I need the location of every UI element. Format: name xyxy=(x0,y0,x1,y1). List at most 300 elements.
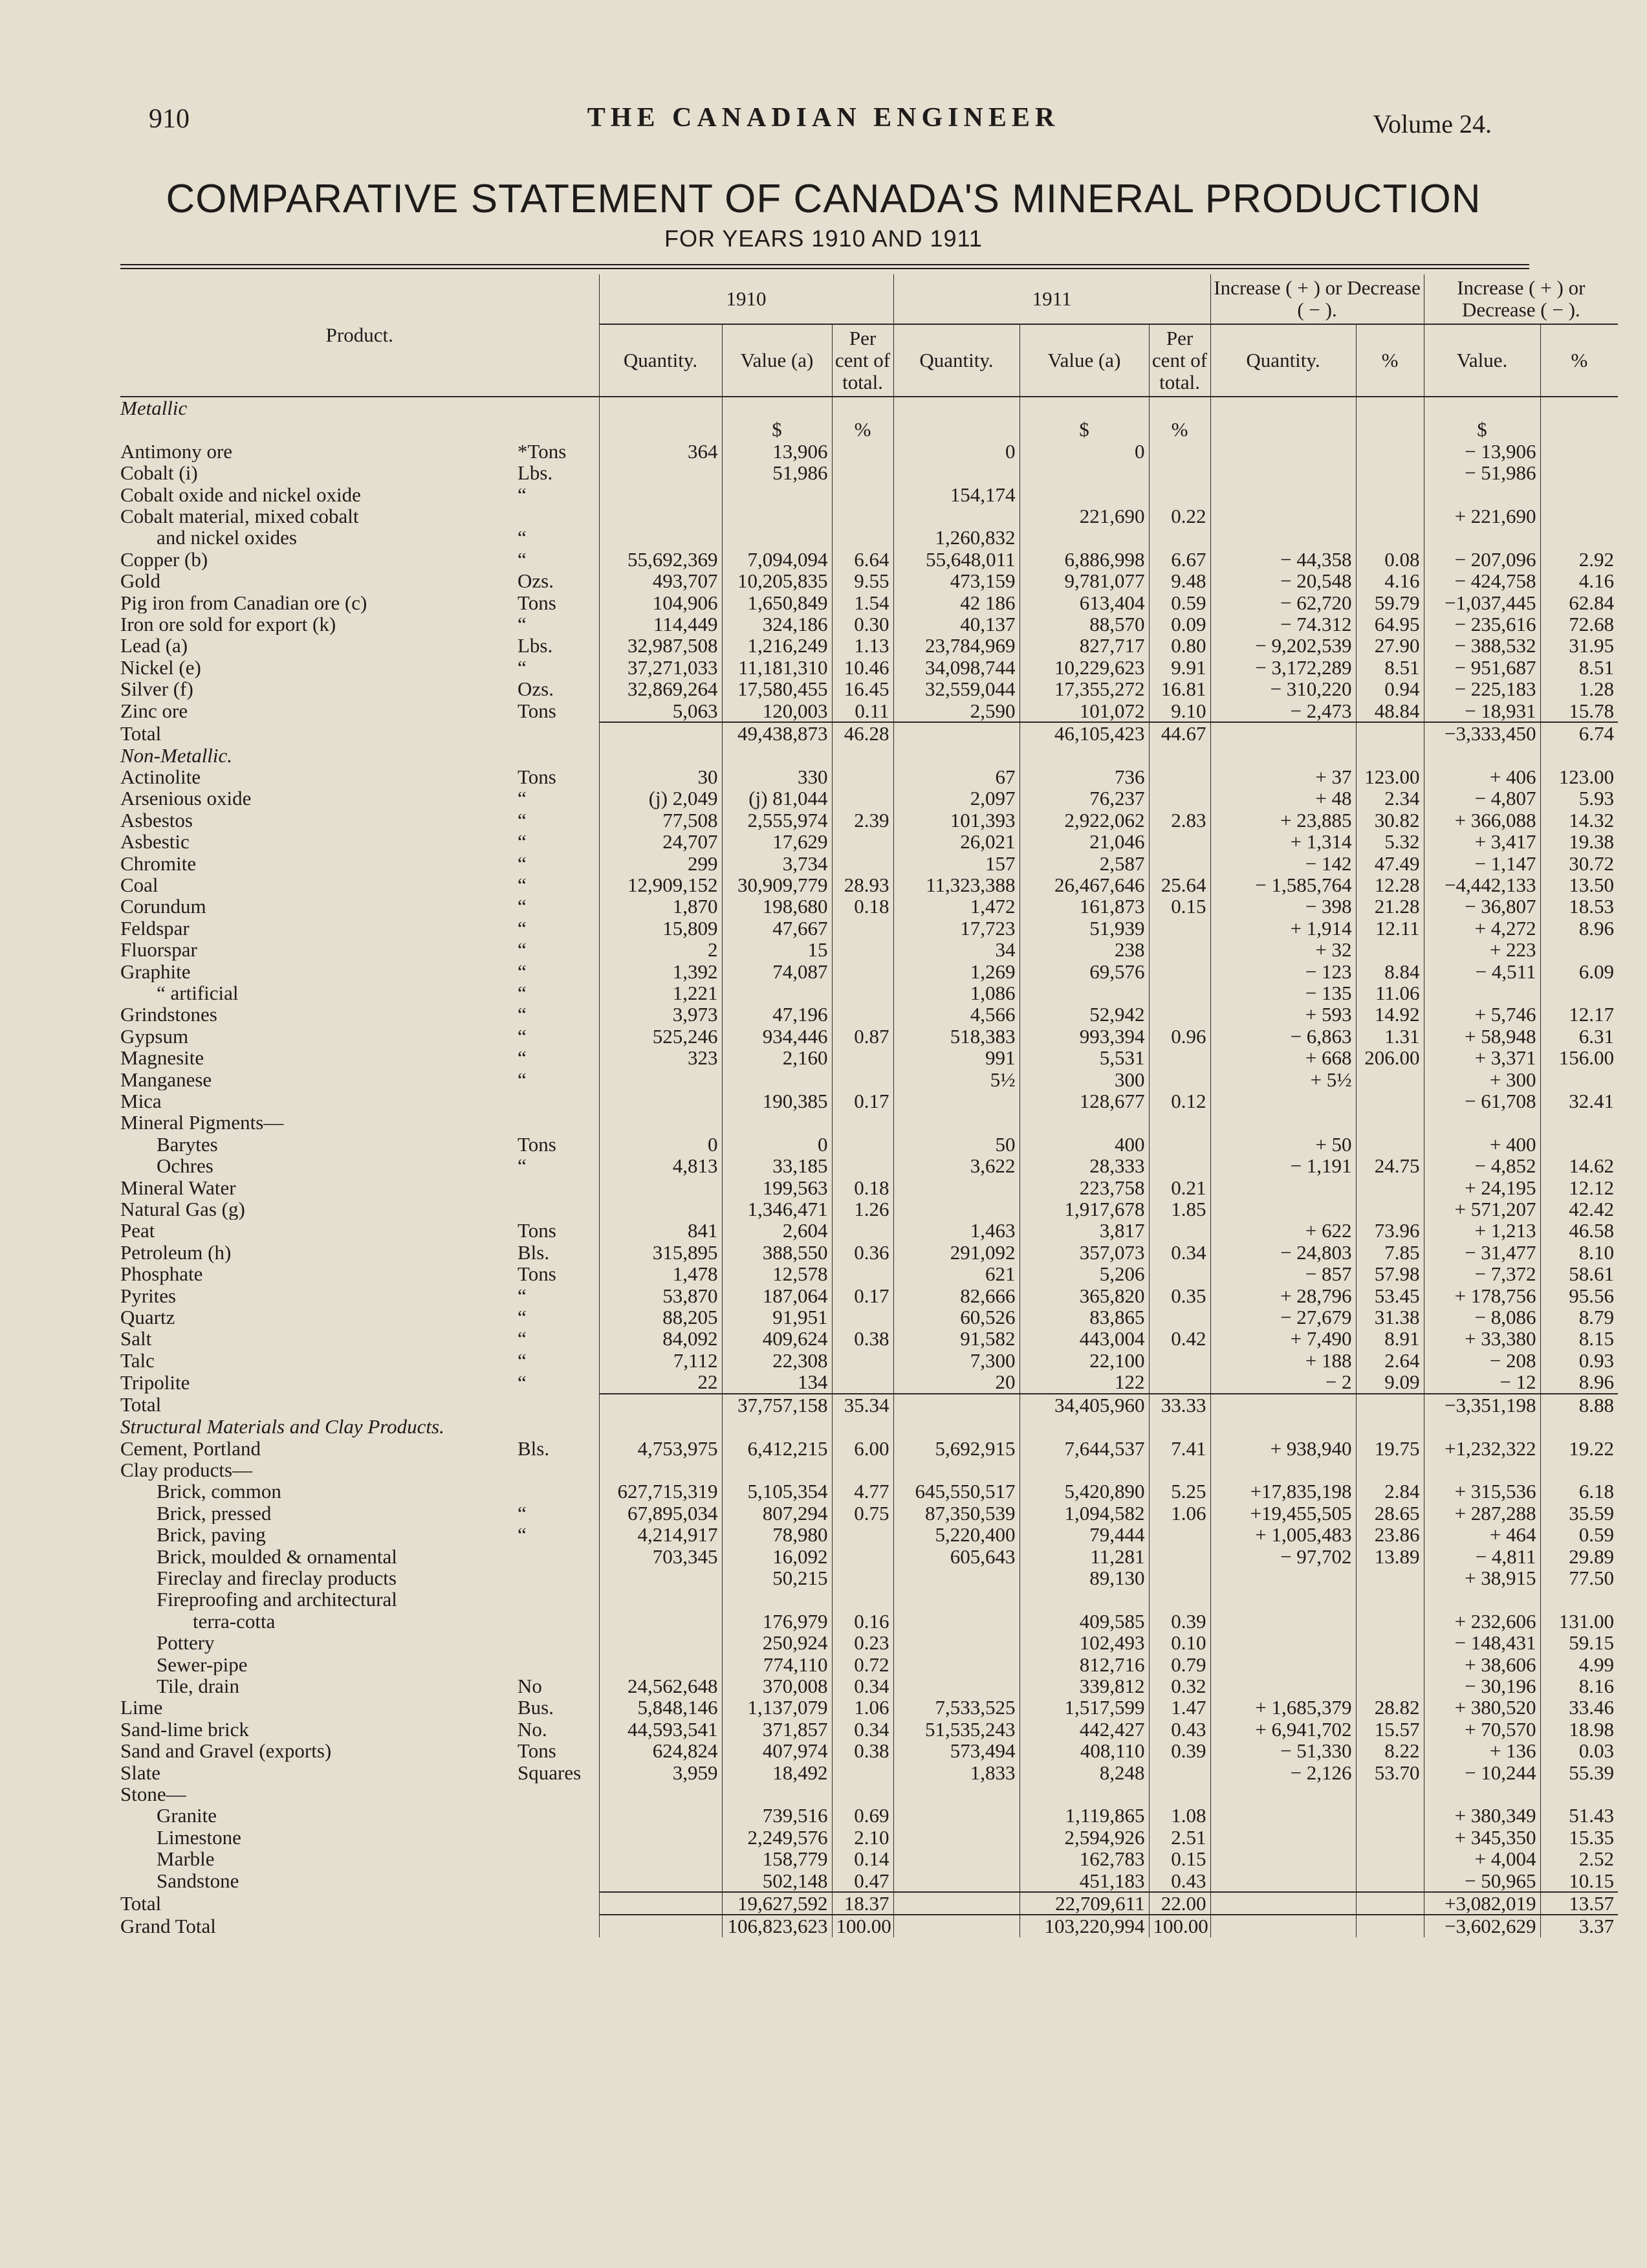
change-qty: + 1,005,483 xyxy=(1210,1524,1356,1545)
change-value-pct xyxy=(1540,982,1618,1004)
unit: “ xyxy=(518,1328,527,1350)
product-name: Mineral Water xyxy=(120,1176,236,1199)
table-row xyxy=(120,1848,1618,1869)
product-name: Grindstones xyxy=(120,1004,217,1026)
product-name: Total xyxy=(120,1892,162,1915)
qty-1910 xyxy=(599,505,722,527)
change-value-pct: 0.93 xyxy=(1540,1350,1618,1371)
qty-1910: 55,692,369 xyxy=(599,549,722,570)
change-value-pct: 8.96 xyxy=(1540,1371,1618,1393)
change-value: − 225,183 xyxy=(1424,678,1540,699)
change-qty-pct: 9.09 xyxy=(1356,1371,1424,1393)
product-name: Sand-lime brick xyxy=(120,1718,249,1741)
pct-total-1910: 9.55 xyxy=(832,570,893,591)
value-1911: 9,781,077 xyxy=(1020,570,1149,591)
change-qty: + 37 xyxy=(1210,766,1356,787)
unit: Tons xyxy=(518,1220,556,1242)
table-row xyxy=(120,1827,1618,1848)
product-name xyxy=(120,1503,515,1524)
change-value-pct: 2.52 xyxy=(1540,1848,1618,1869)
product-name: Talc xyxy=(120,1349,155,1372)
table-row xyxy=(120,1069,1618,1090)
qty-1910 xyxy=(599,1654,722,1675)
change-value xyxy=(1424,1416,1540,1437)
change-qty-pct: 2.84 xyxy=(1356,1481,1424,1502)
product-name xyxy=(120,1155,515,1176)
value-1911: 69,576 xyxy=(1020,961,1149,982)
change-qty: − 2,126 xyxy=(1210,1762,1356,1783)
change-qty-pct: 28.65 xyxy=(1356,1503,1424,1524)
value-1910 xyxy=(722,1112,832,1133)
change-value: + 464 xyxy=(1424,1524,1540,1545)
qty-1911 xyxy=(893,1654,1020,1675)
value-1910: 47,667 xyxy=(722,918,832,939)
product-name xyxy=(120,1546,515,1567)
change-value: + 70,570 xyxy=(1424,1719,1540,1740)
pct-total-1910 xyxy=(832,1459,893,1481)
pct-total-1911: 1.85 xyxy=(1149,1198,1210,1220)
qty-1910: (j) 2,049 xyxy=(599,787,722,809)
qty-1910 xyxy=(599,1459,722,1481)
value-1911 xyxy=(1020,1112,1149,1133)
value-1910: 15 xyxy=(722,939,832,960)
change-qty-pct xyxy=(1356,1827,1424,1848)
change-qty-pct: 13.89 xyxy=(1356,1546,1424,1567)
value-1910: 17,580,455 xyxy=(722,678,832,699)
pct-total-1911 xyxy=(1149,1069,1210,1090)
product-name xyxy=(120,1870,515,1892)
value-1911: 79,444 xyxy=(1020,1524,1149,1545)
unit: Lbs. xyxy=(518,462,553,484)
change-qty: − 1,585,764 xyxy=(1210,874,1356,896)
unit: “ xyxy=(518,656,527,679)
qty-1910 xyxy=(599,1892,722,1915)
product-name: Nickel (e) xyxy=(120,656,201,679)
change-qty: + 48 xyxy=(1210,787,1356,809)
unit: “ xyxy=(518,917,527,940)
change-qty xyxy=(1210,1416,1356,1437)
change-qty xyxy=(1210,1459,1356,1481)
empty-cell xyxy=(722,397,832,419)
change-qty-pct: 73.96 xyxy=(1356,1220,1424,1241)
change-qty: − 2,473 xyxy=(1210,700,1356,722)
value-1910 xyxy=(722,505,832,527)
empty-cell xyxy=(832,397,893,419)
pct-total-1910: 1.26 xyxy=(832,1198,893,1220)
change-qty xyxy=(1210,1567,1356,1589)
product-name: Quartz xyxy=(120,1306,175,1328)
table-row xyxy=(120,1740,1618,1761)
pct-total-1911: 0.79 xyxy=(1149,1654,1210,1675)
change-value-pct xyxy=(1540,1459,1618,1481)
change-qty-pct: 27.90 xyxy=(1356,635,1424,656)
pct-total-1911 xyxy=(1149,1263,1210,1284)
qty-1910: 15,809 xyxy=(599,918,722,939)
change-qty-pct xyxy=(1356,1112,1424,1133)
change-qty-pct xyxy=(1356,1805,1424,1826)
value-1911 xyxy=(1020,982,1149,1004)
change-value: − 4,852 xyxy=(1424,1155,1540,1176)
product-name: Asbestic xyxy=(120,831,190,853)
product-name: Cement, Portland xyxy=(120,1437,261,1459)
qty-1911 xyxy=(893,1394,1020,1416)
change-qty-pct xyxy=(1356,1177,1424,1198)
value-1911: 46,105,423 xyxy=(1020,722,1149,744)
unit: Lbs. xyxy=(518,635,553,657)
value-1911 xyxy=(1020,1416,1149,1437)
col-increase-quantity: Increase ( + ) or Decrease ( − ). xyxy=(1210,274,1424,324)
value-1911: 238 xyxy=(1020,939,1149,960)
value-1911: 1,119,865 xyxy=(1020,1805,1149,1826)
pct-total-1910: 0.18 xyxy=(832,1177,893,1198)
col-change-quantity-pct: % xyxy=(1356,324,1424,397)
change-value-pct xyxy=(1540,462,1618,483)
pct-total-1911 xyxy=(1149,1371,1210,1393)
unit xyxy=(515,1805,599,1826)
pct-total-1911: 0.39 xyxy=(1149,1611,1210,1632)
value-1911: 88,570 xyxy=(1020,613,1149,635)
product-name xyxy=(120,1827,515,1848)
pct-total-1910: 0.75 xyxy=(832,1503,893,1524)
value-1911: 443,004 xyxy=(1020,1328,1149,1349)
product-label: terra-cotta xyxy=(193,1610,276,1633)
qty-1911: 605,643 xyxy=(893,1546,1020,1567)
table-row xyxy=(120,1438,1618,1459)
unit: No xyxy=(518,1675,542,1697)
change-value: − 51,986 xyxy=(1424,462,1540,483)
change-qty: + 6,941,702 xyxy=(1210,1719,1356,1740)
qty-1910 xyxy=(599,1805,722,1826)
value-1910: 1,216,249 xyxy=(722,635,832,656)
change-value: − 1,147 xyxy=(1424,853,1540,874)
change-value: −3,602,629 xyxy=(1424,1915,1540,1937)
change-qty: + 50 xyxy=(1210,1134,1356,1155)
unit: Tons xyxy=(518,1263,556,1285)
qty-1911: 5,692,915 xyxy=(893,1438,1020,1459)
pct-total-1910: 0.17 xyxy=(832,1090,893,1112)
product-name xyxy=(120,1611,515,1632)
value-1911: 26,467,646 xyxy=(1020,874,1149,896)
qty-1911: 3,622 xyxy=(893,1155,1020,1176)
qty-1910 xyxy=(599,1783,722,1805)
qty-1911: 291,092 xyxy=(893,1242,1020,1263)
qty-1910 xyxy=(599,722,722,744)
product-label: Marble xyxy=(157,1848,215,1870)
unit: “ xyxy=(518,1004,527,1026)
value-1911: 22,709,611 xyxy=(1020,1892,1149,1915)
table-row xyxy=(120,1371,1618,1393)
table-row xyxy=(120,1112,1618,1133)
pct-total-1911: 0.15 xyxy=(1149,896,1210,917)
value-1910: 1,346,471 xyxy=(722,1198,832,1220)
change-qty-pct: 48.84 xyxy=(1356,700,1424,722)
value-1911: 5,206 xyxy=(1020,1263,1149,1284)
pct-total-1910 xyxy=(832,787,893,809)
unit: “ xyxy=(518,787,527,809)
pct-total-1910 xyxy=(832,1155,893,1176)
qty-1910: 627,715,319 xyxy=(599,1481,722,1502)
value-1911: 128,677 xyxy=(1020,1090,1149,1112)
unit: Squares xyxy=(518,1761,582,1783)
pct-total-1910 xyxy=(832,918,893,939)
value-1911: 83,865 xyxy=(1020,1306,1149,1328)
pct-total-1911: 0.34 xyxy=(1149,1242,1210,1263)
value-1911: 223,758 xyxy=(1020,1177,1149,1198)
pct-total-1911 xyxy=(1149,1220,1210,1241)
mineral-production-table xyxy=(120,274,1618,1937)
pct-total-1910: 0.36 xyxy=(832,1242,893,1263)
empty-cell xyxy=(515,745,599,766)
unit: “ xyxy=(518,939,527,961)
pct-total-1911 xyxy=(1149,462,1210,483)
qty-1911: 51,535,243 xyxy=(893,1719,1020,1740)
change-value-pct xyxy=(1540,1069,1618,1090)
qty-1910: 364 xyxy=(599,441,722,462)
product-name xyxy=(120,1134,515,1155)
value-1910: 2,555,974 xyxy=(722,809,832,831)
qty-1911: 40,137 xyxy=(893,613,1020,635)
statement-title: COMPARATIVE STATEMENT OF CANADA'S MINERAL PRODUCTION xyxy=(166,177,1481,221)
table-row xyxy=(120,787,1618,809)
qty-1910: 77,508 xyxy=(599,809,722,831)
qty-1910: 88,205 xyxy=(599,1306,722,1328)
change-value: + 221,690 xyxy=(1424,505,1540,527)
change-qty: − 857 xyxy=(1210,1263,1356,1284)
change-value: + 380,520 xyxy=(1424,1697,1540,1718)
qty-1911: 11,323,388 xyxy=(893,874,1020,896)
change-value-pct: 62.84 xyxy=(1540,592,1618,613)
product-name: Corundum xyxy=(120,896,206,918)
product-name: Gold xyxy=(120,570,160,592)
value-1910: 47,196 xyxy=(722,1004,832,1025)
change-value: + 38,915 xyxy=(1424,1567,1540,1589)
product-name: Gypsum xyxy=(120,1025,189,1048)
table-row xyxy=(120,874,1618,896)
value-1911 xyxy=(1020,462,1149,483)
qty-1911: 50 xyxy=(893,1134,1020,1155)
value-1911 xyxy=(1020,1459,1149,1481)
product-name: Zinc ore xyxy=(120,699,188,723)
qty-1910: 4,214,917 xyxy=(599,1524,722,1545)
product-label: Brick, pressed xyxy=(157,1502,272,1525)
change-qty-pct xyxy=(1356,441,1424,462)
change-value: − 10,244 xyxy=(1424,1762,1540,1783)
value-1911: 339,812 xyxy=(1020,1675,1149,1697)
pct-total-1911 xyxy=(1149,484,1210,505)
unit: “ xyxy=(518,527,527,549)
qty-1910: 1,478 xyxy=(599,1263,722,1284)
value-1911: 162,783 xyxy=(1020,1848,1149,1869)
pct-total-1910 xyxy=(832,1047,893,1068)
pct-total-1910 xyxy=(832,1524,893,1545)
table-row xyxy=(120,1242,1618,1263)
value-1911: 409,585 xyxy=(1020,1611,1149,1632)
qty-1910: 32,987,508 xyxy=(599,635,722,656)
product-label: Pottery xyxy=(157,1632,215,1654)
change-qty: − 310,220 xyxy=(1210,678,1356,699)
change-qty: − 3,172,289 xyxy=(1210,657,1356,678)
product-name: Cobalt (i) xyxy=(120,462,198,484)
qty-1911: 518,383 xyxy=(893,1026,1020,1047)
pct-total-1911 xyxy=(1149,527,1210,548)
change-value: − 12 xyxy=(1424,1371,1540,1393)
unit xyxy=(515,1177,599,1198)
qty-1911 xyxy=(893,1632,1020,1653)
table-row xyxy=(120,1567,1618,1589)
pct-total-1910 xyxy=(832,1069,893,1090)
change-value: + 33,380 xyxy=(1424,1328,1540,1349)
value-1911: 11,281 xyxy=(1020,1546,1149,1567)
pct-total-1911: 0.80 xyxy=(1149,635,1210,656)
product-name: Total xyxy=(120,1393,162,1416)
change-qty: − 51,330 xyxy=(1210,1740,1356,1761)
change-qty xyxy=(1210,1827,1356,1848)
change-value-pct: 19.38 xyxy=(1540,831,1618,852)
statement-subtitle: FOR YEARS 1910 AND 1911 xyxy=(664,225,983,252)
qty-1910: 44,593,541 xyxy=(599,1719,722,1740)
change-value: − 951,687 xyxy=(1424,657,1540,678)
change-qty-pct: 30.82 xyxy=(1356,809,1424,831)
change-value-pct: 59.15 xyxy=(1540,1632,1618,1653)
product-label: Granite xyxy=(157,1805,217,1827)
qty-1911: 34 xyxy=(893,939,1020,960)
product-name: Natural Gas (g) xyxy=(120,1198,245,1220)
value-1911: 122 xyxy=(1020,1371,1149,1393)
col-product: Product. xyxy=(120,274,599,397)
change-qty-pct xyxy=(1356,1090,1424,1112)
section-heading: Metallic xyxy=(120,397,188,419)
change-qty: + 188 xyxy=(1210,1350,1356,1371)
change-qty-pct xyxy=(1356,1870,1424,1892)
change-value-pct xyxy=(1540,1112,1618,1133)
qty-1911: 4,566 xyxy=(893,1004,1020,1025)
product-name xyxy=(120,527,515,548)
change-qty: + 938,940 xyxy=(1210,1438,1356,1459)
pct-total-1910: 0.18 xyxy=(832,896,893,917)
table-row xyxy=(120,527,1618,548)
table-row xyxy=(120,505,1618,527)
qty-1910 xyxy=(599,1090,722,1112)
pct-total-1910: 1.54 xyxy=(832,592,893,613)
change-qty-pct xyxy=(1356,1848,1424,1869)
change-qty: + 593 xyxy=(1210,1004,1356,1025)
qty-1910 xyxy=(599,1112,722,1133)
value-1910: 49,438,873 xyxy=(722,722,832,744)
value-1911: 102,493 xyxy=(1020,1632,1149,1653)
qty-1911 xyxy=(893,1870,1020,1892)
change-qty-pct: 0.94 xyxy=(1356,678,1424,699)
pct-total-1910 xyxy=(832,1546,893,1567)
value-1910: 2,249,576 xyxy=(722,1827,832,1848)
qty-1911: 82,666 xyxy=(893,1285,1020,1306)
change-qty xyxy=(1210,1394,1356,1416)
pct-total-1911: 0.39 xyxy=(1149,1740,1210,1761)
product-label: Brick, moulded & ornamental xyxy=(157,1545,397,1567)
table-row xyxy=(120,1220,1618,1241)
table-row xyxy=(120,700,1618,722)
value-1910: 370,008 xyxy=(722,1675,832,1697)
change-qty-pct xyxy=(1356,1416,1424,1437)
journal-title: THE CANADIAN ENGINEER xyxy=(587,103,1060,133)
pct-total-1911 xyxy=(1149,1134,1210,1155)
change-value: + 1,213 xyxy=(1424,1220,1540,1241)
table-row xyxy=(120,1611,1618,1632)
product-name: Actinolite xyxy=(120,765,201,788)
qty-1910: 0 xyxy=(599,1134,722,1155)
product-name: Total xyxy=(120,722,162,745)
qty-1911: 23,784,969 xyxy=(893,635,1020,656)
value-1910: 187,064 xyxy=(722,1285,832,1306)
change-qty: − 2 xyxy=(1210,1371,1356,1393)
table-row xyxy=(120,1198,1618,1220)
value-1910: 407,974 xyxy=(722,1740,832,1761)
change-qty-pct xyxy=(1356,1654,1424,1675)
change-qty-pct xyxy=(1356,419,1424,440)
value-1911: 6,886,998 xyxy=(1020,549,1149,570)
value-1910: 7,094,094 xyxy=(722,549,832,570)
empty-cell xyxy=(722,745,832,766)
unit: “ xyxy=(518,1284,527,1307)
product-name: Silver (f) xyxy=(120,678,193,700)
pct-total-1911: 0.12 xyxy=(1149,1090,1210,1112)
change-qty-pct xyxy=(1356,1611,1424,1632)
change-qty-pct: 123.00 xyxy=(1356,766,1424,787)
product-name: Sand and Gravel (exports) xyxy=(120,1740,332,1762)
qty-1911: 7,533,525 xyxy=(893,1697,1020,1718)
pct-total-1911: 100.00 xyxy=(1149,1915,1210,1937)
unit: “ xyxy=(518,483,527,506)
change-qty-pct: 8.84 xyxy=(1356,961,1424,982)
change-qty: − 74.312 xyxy=(1210,613,1356,635)
value-1911: 613,404 xyxy=(1020,592,1149,613)
col-change-value-pct: % xyxy=(1540,324,1618,397)
pct-total-1910: 0.87 xyxy=(832,1026,893,1047)
change-value-pct: 6.31 xyxy=(1540,1026,1618,1047)
pct-total-1910: 1.06 xyxy=(832,1697,893,1718)
qty-1911: 91,582 xyxy=(893,1328,1020,1349)
pct-total-1911: 44.67 xyxy=(1149,722,1210,744)
qty-1911: 991 xyxy=(893,1047,1020,1068)
value-1910: 10,205,835 xyxy=(722,570,832,591)
product-name: Coal xyxy=(120,874,158,896)
product-name: Copper (b) xyxy=(120,548,208,571)
pct-total-1910: % xyxy=(832,419,893,440)
empty-cell xyxy=(599,745,722,766)
empty-cell xyxy=(893,745,1020,766)
col-increase-value: Increase ( + ) or Decrease ( − ). xyxy=(1424,274,1618,324)
unit: Bls. xyxy=(518,1241,550,1264)
unit: “ xyxy=(518,852,527,874)
col-1911-quantity: Quantity. xyxy=(893,324,1020,397)
change-value-pct: 8.10 xyxy=(1540,1242,1618,1263)
pct-total-1910: 6.64 xyxy=(832,549,893,570)
pct-total-1910 xyxy=(832,484,893,505)
product-name: Iron ore sold for export (k) xyxy=(120,613,336,635)
change-qty-pct: 14.92 xyxy=(1356,1004,1424,1025)
empty-cell xyxy=(1356,397,1424,419)
product-name: Fluorspar xyxy=(120,939,197,961)
unit: Bus. xyxy=(518,1697,554,1719)
change-value: − 4,807 xyxy=(1424,787,1540,809)
change-value xyxy=(1424,982,1540,1004)
unit xyxy=(515,1459,599,1481)
qty-1910: 841 xyxy=(599,1220,722,1241)
pct-total-1910 xyxy=(832,1263,893,1284)
value-1910: 16,092 xyxy=(722,1546,832,1567)
pct-total-1911: 0.09 xyxy=(1149,613,1210,635)
change-qty: − 123 xyxy=(1210,961,1356,982)
change-value: + 223 xyxy=(1424,939,1540,960)
